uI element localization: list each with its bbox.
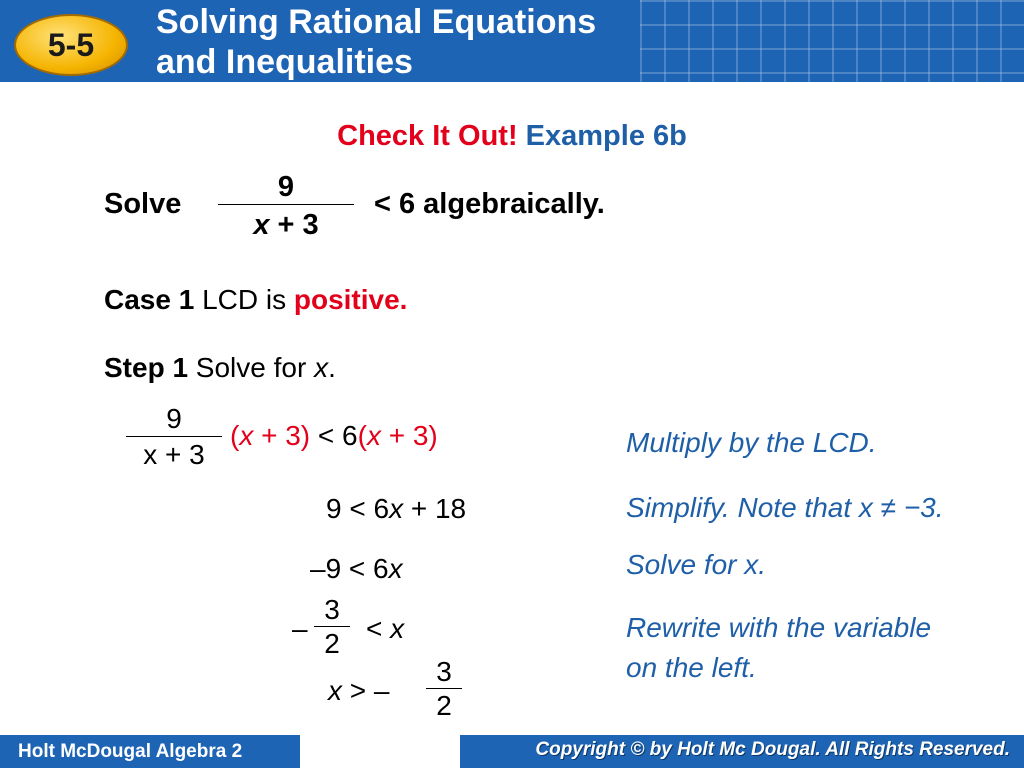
- eq5-gt: > –: [349, 675, 390, 706]
- eq4-lt: <: [366, 613, 383, 644]
- eq5-denominator: 2: [436, 690, 452, 721]
- footer-gap: [300, 735, 460, 768]
- lesson-title: [156, 2, 596, 82]
- problem-prefix: Solve: [104, 188, 182, 220]
- lesson-badge: [14, 14, 128, 76]
- lesson-title-line1: Solving Rational Equations: [156, 3, 597, 41]
- footer-copyright: Copyright © by Holt Mc Dougal. All Rights Reserved.: [535, 739, 1010, 760]
- eq5-fraction: [426, 656, 462, 723]
- eq4-denominator: 2: [324, 628, 340, 659]
- case-highlight: positive.: [293, 284, 408, 315]
- note-rewrite-2: on the left.: [626, 652, 757, 683]
- problem-fraction: [218, 170, 354, 245]
- example-label: Example 6b: [525, 120, 687, 152]
- case-line: [104, 284, 407, 316]
- eq1-x2: x: [366, 420, 381, 451]
- eq1-fraction: [126, 402, 222, 473]
- example-heading: [0, 120, 1024, 153]
- step-variable: x: [314, 352, 329, 383]
- step-line: [104, 352, 336, 384]
- eq1-denominator: x + 3: [143, 439, 205, 470]
- lesson-title-line2: and Inequalities: [156, 43, 413, 81]
- eq1-rest: [230, 420, 438, 452]
- eq1-plus2: + 3): [380, 420, 438, 451]
- variable-x: x: [253, 209, 270, 241]
- eq2: [326, 493, 466, 525]
- case-text: LCD is: [194, 284, 294, 315]
- footer-bar: [0, 735, 1024, 768]
- eq4-fraction: [314, 594, 350, 661]
- eq4-right: [366, 613, 404, 645]
- eq5-x: x: [328, 675, 342, 706]
- eq2-left: 9 < 6: [326, 493, 390, 524]
- denominator-rest: + 3: [269, 209, 319, 241]
- header-grid-decoration: [640, 0, 1024, 82]
- note-multiply: Multiply by the LCD.: [626, 427, 877, 458]
- note-solve: Solve for x.: [626, 549, 767, 580]
- eq3-x: x: [388, 553, 403, 584]
- case-label: Case 1: [104, 284, 195, 315]
- check-it-out-label: Check It Out!: [337, 120, 518, 152]
- eq1-mid: < 6: [310, 420, 358, 451]
- step-label: Step 1: [104, 352, 189, 383]
- note-simplify: Simplify. Note that x ≠ −3.: [626, 492, 944, 523]
- eq1-paren-open: (: [230, 420, 240, 451]
- eq5-left: [328, 675, 389, 707]
- lesson-number: 5-5: [47, 26, 95, 63]
- header-bar: [0, 0, 1024, 82]
- eq5-numerator: 3: [436, 656, 452, 687]
- eq1-plus: + 3): [253, 420, 311, 451]
- note-rewrite-1: Rewrite with the variable: [626, 612, 932, 643]
- problem-suffix: < 6 algebraically.: [374, 188, 605, 220]
- eq3: [310, 553, 403, 585]
- eq2-right: + 18: [403, 493, 467, 524]
- step-text: Solve for: [188, 352, 315, 383]
- problem-denominator: [218, 205, 354, 245]
- eq3-left: –9 < 6: [310, 553, 389, 584]
- eq1-numerator: 9: [166, 403, 182, 434]
- footer-publisher: Holt McDougal Algebra 2: [18, 741, 243, 762]
- eq4-minus: –: [292, 613, 308, 644]
- eq2-x: x: [389, 493, 404, 524]
- step-period: .: [328, 352, 336, 383]
- problem-numerator: 9: [277, 171, 295, 203]
- eq4-numerator: 3: [324, 594, 340, 625]
- eq1-x: x: [239, 420, 254, 451]
- eq4-x: x: [390, 613, 405, 644]
- eq1-paren-open2: (: [357, 420, 367, 451]
